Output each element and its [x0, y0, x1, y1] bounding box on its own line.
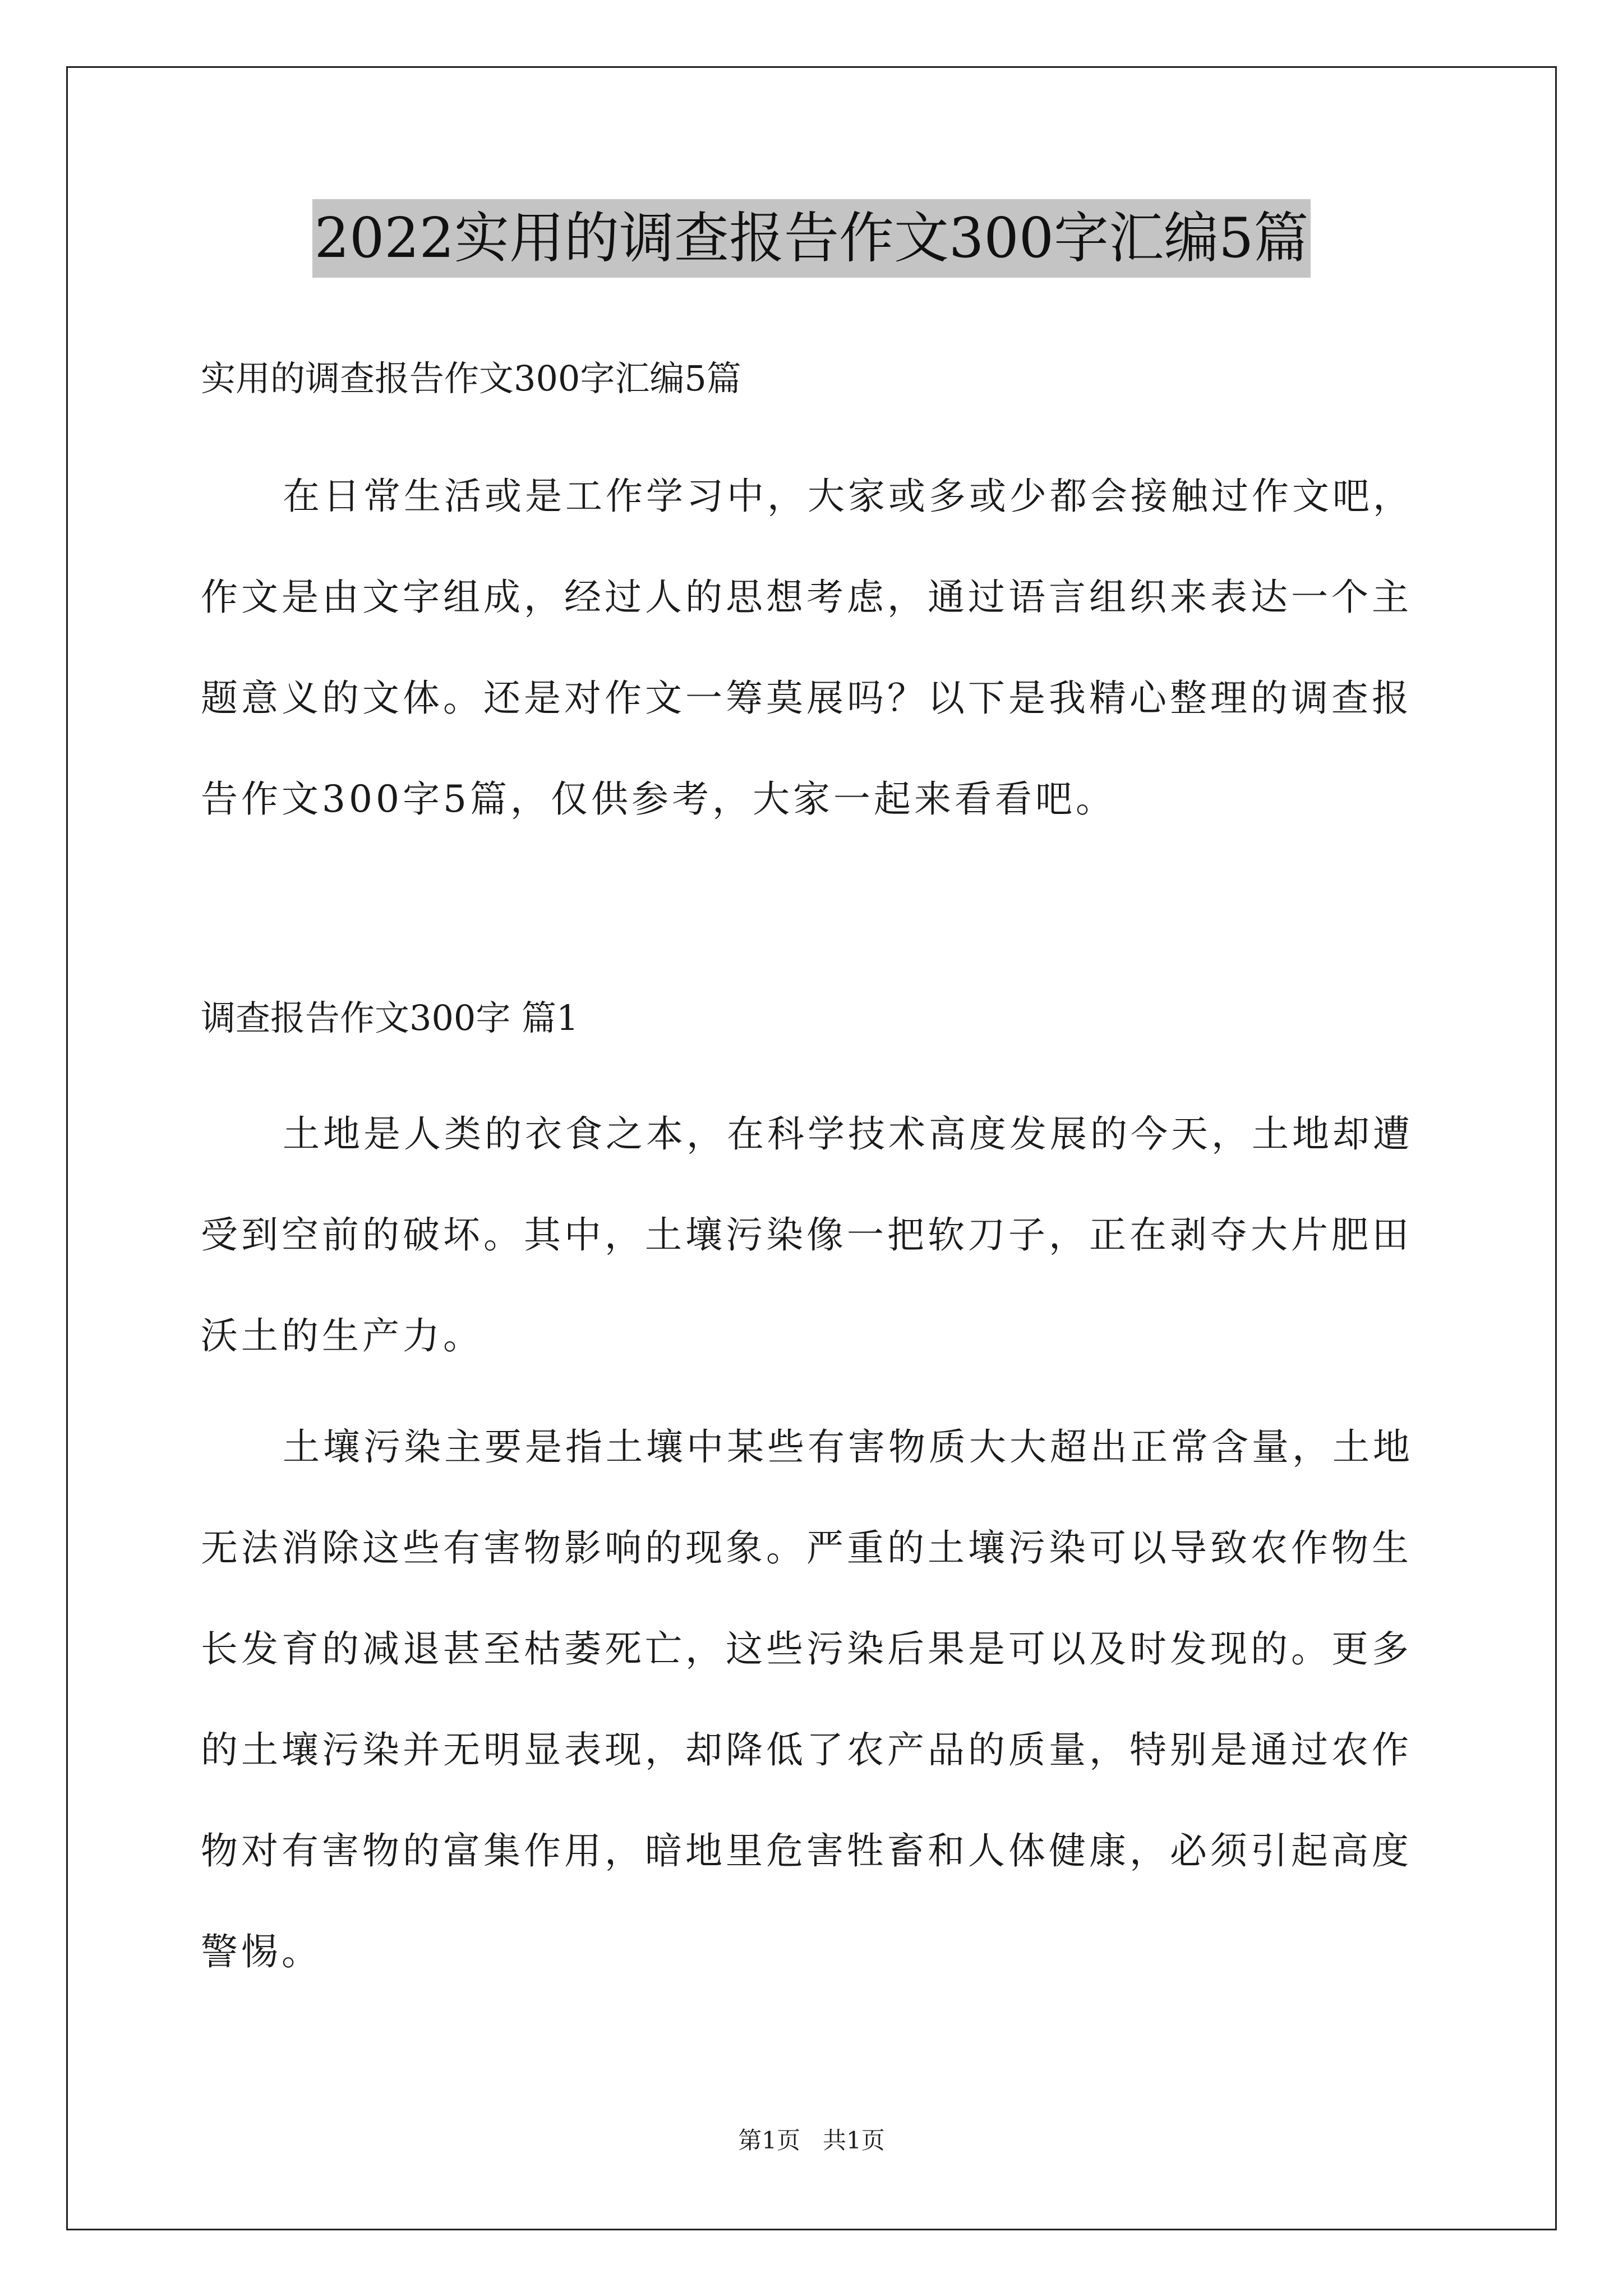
- paragraph-line: 的土壤污染并无明显表现，却降低了农产品的质量，特别是通过农作: [201, 1728, 1412, 1772]
- section-heading: 调查报告作文300字 篇1: [201, 997, 579, 1038]
- paragraph-line: 受到空前的破坏。其中，土壤污染像一把软刀子，正在剥夺大片肥田: [201, 1213, 1412, 1257]
- page-footer: 第1页 共1页: [738, 2127, 885, 2154]
- paragraph-2: [201, 1397, 1435, 2003]
- paragraph-line: 土壤污染主要是指土壤中某些有害物质大大超出正常含量，土地: [283, 1425, 1413, 1469]
- paragraph-line: 沃土的生产力。: [201, 1314, 483, 1358]
- paragraph-line: 土地是人类的衣食之本，在科学技术高度发展的今天，土地却遭: [283, 1112, 1413, 1156]
- paragraph-line: 长发育的减退甚至枯萎死亡，这些污染后果是可以及时发现的。更多: [201, 1627, 1412, 1671]
- document-title: 2022实用的调查报告作文300字汇编5篇: [312, 199, 1311, 278]
- paragraph-line: 在日常生活或是工作学习中，大家或多或少都会接触过作文吧，: [283, 475, 1413, 518]
- intro-paragraph: [201, 446, 1435, 850]
- paragraph-1: [201, 1084, 1435, 1387]
- paragraph-line: 无法消除这些有害物影响的现象。严重的土壤污染可以导致农作物生: [201, 1526, 1412, 1570]
- paragraph-line: 物对有害物的富集作用，暗地里危害牲畜和人体健康，必须引起高度: [201, 1829, 1412, 1872]
- paragraph-line: 作文是由文字组成，经过人的思想考虑，通过语言组织来表达一个主: [201, 576, 1412, 619]
- paragraph-line: 警惕。: [201, 1930, 322, 1973]
- paragraph-line: 题意义的文体。还是对作文一筹莫展吗？以下是我精心整理的调查报: [201, 677, 1412, 720]
- document-subtitle: 实用的调查报告作文300字汇编5篇: [201, 358, 741, 399]
- title-container: [0, 199, 1623, 278]
- paragraph-line: 告作文300字5篇，仅供参考，大家一起来看看吧。: [201, 777, 1116, 821]
